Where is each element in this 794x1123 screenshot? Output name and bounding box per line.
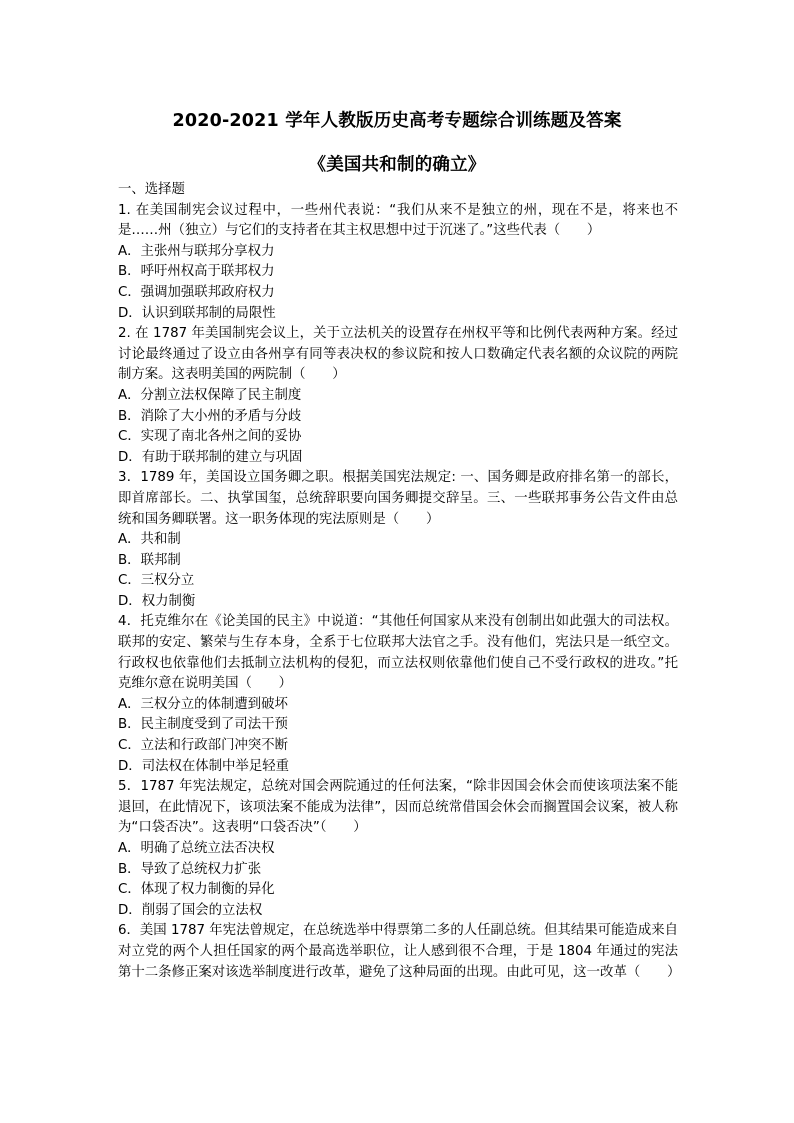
question-stem-2: 2. 在 1787 年美国制宪会议上，关于立法机关的设置存在州权平等和比例代表两种方案。经过讨论最终通过了设立由各州享有同等表决权的参议院和按人口数确定代表名额的众议院的两院制方案。这表明美国的两院制（ ） xyxy=(118,326,678,383)
question-stem-4: 4．托克维尔在《论美国的民主》中说道：“其他任何国家从来没有创制出如此强大的司法权。联邦的安定、繁荣与生存本身，全系于七位联邦大法官之手。没有他们，宪法只是一纸空文。行政权也依靠他们去抵制立法机构的侵犯，而立法权则依靠他们使自己不受行政权的进攻。”托克维尔意在说明美国（ ） xyxy=(118,614,678,692)
option-4b: B．民主制度受到了司法干预 xyxy=(118,717,288,733)
option-5c: C．体现了权力制衡的异化 xyxy=(118,882,275,898)
option-3b: B．联邦制 xyxy=(118,552,181,568)
option-4a: A．三权分立的体制遭到破坏 xyxy=(118,696,288,712)
option-2a: A．分割立法权保障了民主制度 xyxy=(118,387,302,403)
option-5b: B．导致了总统权力扩张 xyxy=(118,861,262,877)
question-stem-3: 3．1789 年，美国设立国务卿之职。根据美国宪法规定: 一、国务卿是政府排名第一的部长，即首席部长。二、执掌国玺，总统辞职要向国务卿提交辞呈。三、一些联邦事务公告文件由总统和国务卿联署。这一职务体现的宪法原则是（ ） xyxy=(118,470,678,527)
option-4d: D．司法权在体制中举足轻重 xyxy=(118,758,289,774)
question-stem-6: 6．美国 1787 年宪法曾规定，在总统选举中得票第二多的人任副总统。但其结果可能造成来自对立党的两个人担任国家的两个最高选举职位，让人感到很不合理，于是 1804 年通过的宪法第十二条修正案对该选举制度进行改革，避免了这种局面的出现。由此可见，这一改革（ ） xyxy=(118,923,681,980)
section-heading: 一、选择题 xyxy=(118,182,185,197)
option-5d: D．削弱了国会的立法权 xyxy=(118,902,263,918)
option-2c: C．实现了南北各州之间的妥协 xyxy=(118,429,302,445)
document-title: 2020-2021 学年人教版历史高考专题综合训练题及答案 xyxy=(172,111,622,131)
question-list xyxy=(118,180,681,983)
question-stem-1: 1. 在美国制宪会议过程中，一些州代表说：“我们从来不是独立的州，现在不是，将来也不是……州（独立）与它们的支持者在其主权思想中过于沉迷了。”这些代表（ ） xyxy=(118,202,678,239)
option-4c: C．立法和行政部门冲突不断 xyxy=(118,738,289,754)
option-3c: C．三权分立 xyxy=(118,573,195,589)
option-1d: D．认识到联邦制的局限性 xyxy=(118,305,276,321)
document-subtitle: 《美国共和制的确立》 xyxy=(308,155,486,175)
option-2b: B．消除了大小州的矛盾与分歧 xyxy=(118,408,302,424)
question-stem-5: 5．1787 年宪法规定，总统对国会两院通过的任何法案，“除非因国会休会而使该项法案不能退回，在此情况下，该项法案不能成为法律”，因而总统常借国会休会而搁置国会议案，被人称为“口袋否决”。这表明“口袋否决”（ ） xyxy=(118,779,678,836)
option-3d: D．权力制衡 xyxy=(118,593,196,609)
option-3a: A．共和制 xyxy=(118,532,181,548)
option-1c: C．强调加强联邦政府权力 xyxy=(118,284,275,300)
option-5a: A．明确了总统立法否决权 xyxy=(118,841,275,856)
option-1b: B．呼吁州权高于联邦权力 xyxy=(118,264,275,280)
option-2d: D．有助于联邦制的建立与巩固 xyxy=(118,449,303,465)
option-1a: A．主张州与联邦分享权力 xyxy=(118,243,275,259)
